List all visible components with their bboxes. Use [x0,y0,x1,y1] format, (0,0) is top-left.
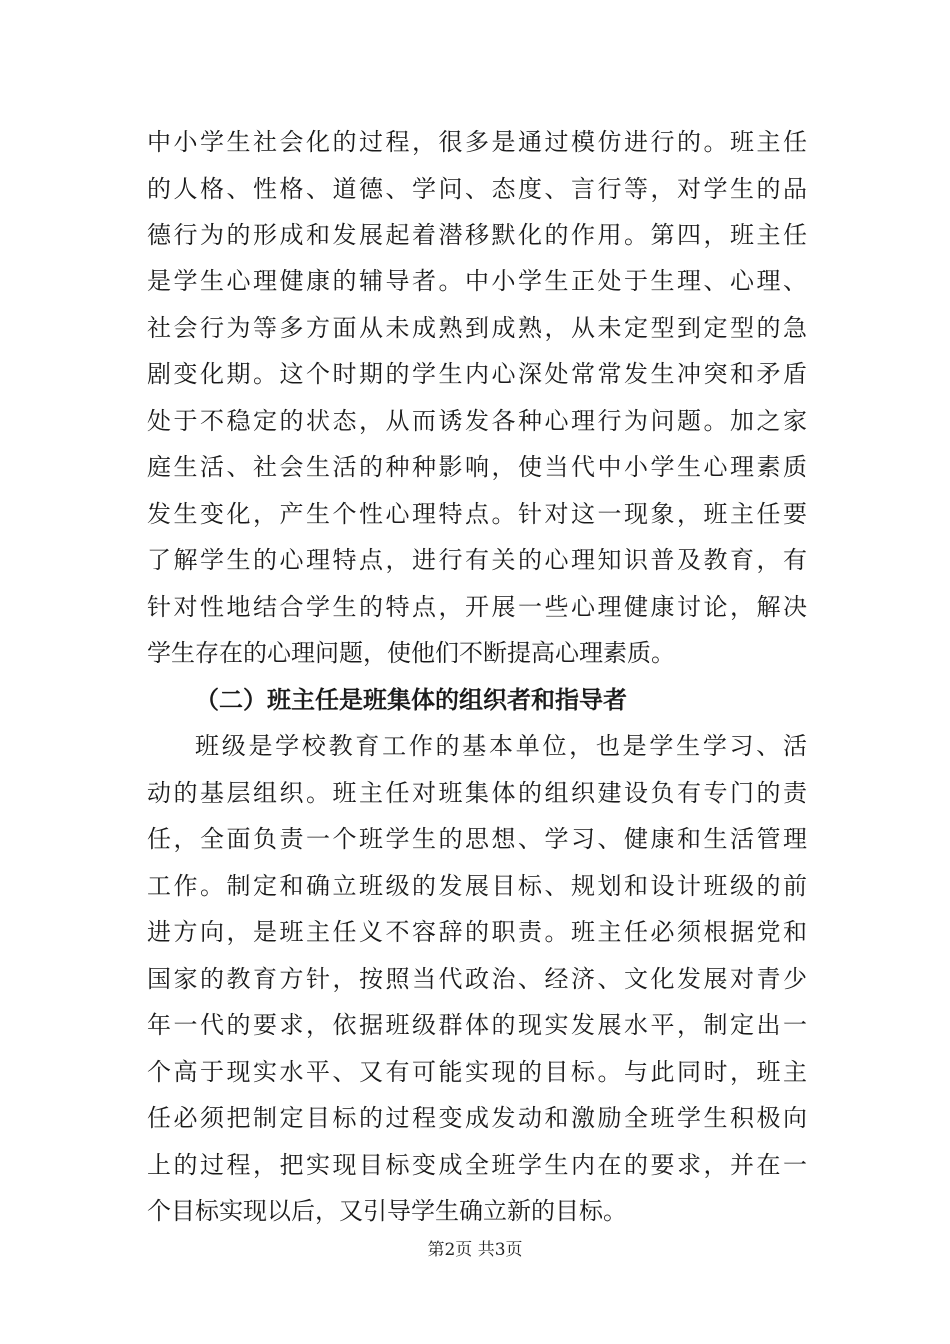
paragraph-line: 社会行为等多方面从未成熟到成熟，从未定型到定型的急 [147,314,807,342]
paragraph-line: 进方向，是班主任义不容辞的职责。班主任必须根据党和 [147,918,807,946]
paragraph-line: 发生变化，产生个性心理特点。针对这一现象，班主任要 [147,500,807,528]
paragraph-line: 德行为的形成和发展起着潜移默化的作用。第四，班主任 [147,221,807,249]
paragraph-line: 针对性地结合学生的特点，开展一些心理健康讨论，解决 [147,593,807,621]
paragraph-line: 年一代的要求，依据班级群体的现实发展水平，制定出一 [147,1011,807,1039]
paragraph-line: 学生存在的心理问题，使他们不断提高心理素质。 [147,639,675,667]
paragraph-line: 处于不稳定的状态，从而诱发各种心理行为问题。加之家 [147,407,807,435]
paragraph-line: 任，全面负责一个班学生的思想、学习、健康和生活管理 [147,825,807,853]
paragraph-line: 的人格、性格、道德、学问、态度、言行等，对学生的品 [147,175,807,203]
paragraph-line: 是学生心理健康的辅导者。中小学生正处于生理、心理、 [147,267,807,295]
section-heading: （二）班主任是班集体的组织者和指导者 [195,686,627,714]
paragraph-line: 上的过程，把实现目标变成全班学生内在的要求，并在一 [147,1151,807,1179]
page-number-footer: 第2页 共3页 [427,1240,523,1260]
paragraph-line: 个高于现实水平、又有可能实现的目标。与此同时，班主 [147,1058,807,1086]
paragraph-line: 庭生活、社会生活的种种影响，使当代中小学生心理素质 [147,453,807,481]
paragraph-line: 个目标实现以后，又引导学生确立新的目标。 [147,1197,627,1225]
paragraph-line: 剧变化期。这个时期的学生内心深处常常发生冲突和矛盾 [147,360,807,388]
paragraph-line: 中小学生社会化的过程，很多是通过模仿进行的。班主任 [147,128,807,156]
paragraph-line: 班级是学校教育工作的基本单位，也是学生学习、活 [195,732,807,760]
paragraph-line: 工作。制定和确立班级的发展目标、规划和设计班级的前 [147,872,807,900]
paragraph-line: 国家的教育方针，按照当代政治、经济、文化发展对青少 [147,965,807,993]
paragraph-line: 了解学生的心理特点，进行有关的心理知识普及教育，有 [147,546,807,574]
paragraph-line: 动的基层组织。班主任对班集体的组织建设负有专门的责 [147,779,807,807]
paragraph-line: 任必须把制定目标的过程变成发动和激励全班学生积极向 [147,1104,807,1132]
